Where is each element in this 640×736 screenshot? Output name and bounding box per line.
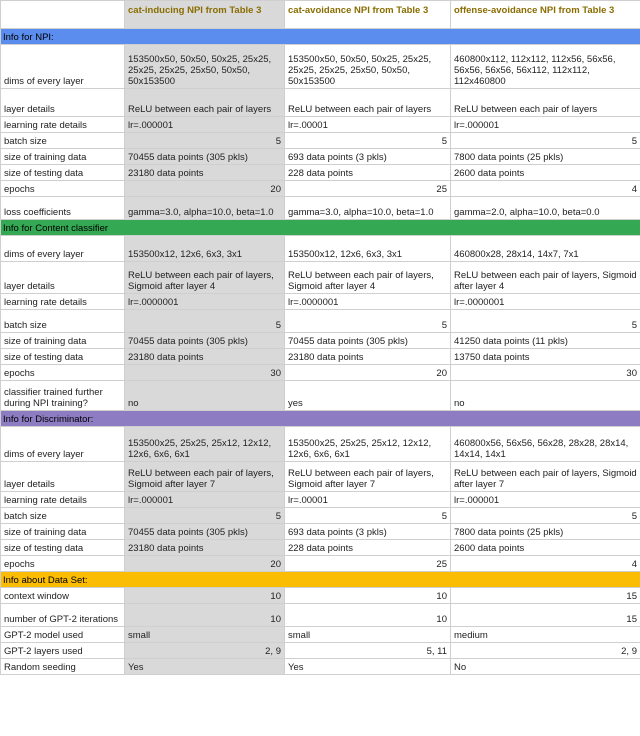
table-cell[interactable]: 10 xyxy=(125,588,285,604)
row-label[interactable]: dims of every layer xyxy=(1,45,125,89)
table-cell[interactable]: 460800x112, 112x112, 112x56, 56x56, 56x56, 56x56, 56x112, 112x112, 112x460800 xyxy=(451,45,640,89)
table-cell[interactable]: 15 xyxy=(451,588,640,604)
table-row xyxy=(1,45,640,89)
table-cell[interactable]: 153500x50, 50x50, 50x25, 25x25, 25x25, 25x25, 25x50, 50x50, 50x153500 xyxy=(125,45,285,89)
table-cell[interactable]: ReLU between each pair of layers, Sigmoid after layer 7 xyxy=(285,462,451,492)
row-label[interactable]: classifier trained further during NPI training? xyxy=(1,381,125,411)
table-cell[interactable]: 2600 data points xyxy=(451,540,640,556)
table-cell[interactable]: small xyxy=(125,627,285,643)
table-row xyxy=(1,627,640,643)
table-cell[interactable]: yes xyxy=(285,381,451,411)
table-row xyxy=(1,165,640,181)
table-cell[interactable]: 228 data points xyxy=(285,165,451,181)
table-cell[interactable]: ReLU between each pair of layers, Sigmoid after layer 4 xyxy=(125,262,285,294)
table-cell[interactable]: 20 xyxy=(125,181,285,197)
table-cell[interactable]: 15 xyxy=(451,604,640,627)
table-cell[interactable]: 153500x12, 12x6, 6x3, 3x1 xyxy=(125,236,285,262)
table-row xyxy=(1,381,640,411)
row-label[interactable]: epochs xyxy=(1,365,125,381)
table-cell[interactable]: lr=.000001 xyxy=(125,492,285,508)
row-label[interactable]: GPT-2 layers used xyxy=(1,643,125,659)
table-cell[interactable]: 5 xyxy=(125,310,285,333)
table-cell[interactable]: 23180 data points xyxy=(125,349,285,365)
table-cell[interactable]: 153500x50, 50x50, 50x25, 25x25, 25x25, 25x25, 25x50, 50x50, 50x153500 xyxy=(285,45,451,89)
table-cell[interactable]: 5 xyxy=(451,133,640,149)
table-cell[interactable]: 41250 data points (11 pkls) xyxy=(451,333,640,349)
table-cell[interactable]: 5 xyxy=(451,508,640,524)
row-label[interactable]: epochs xyxy=(1,181,125,197)
section-header-row xyxy=(1,572,640,588)
table-cell[interactable]: 70455 data points (305 pkls) xyxy=(125,149,285,165)
table-row xyxy=(1,236,640,262)
section-header-row xyxy=(1,29,640,45)
table-cell[interactable]: 30 xyxy=(451,365,640,381)
row-label[interactable]: Random seeding xyxy=(1,659,125,675)
header-cell-empty[interactable] xyxy=(1,1,125,29)
table-cell[interactable]: Yes xyxy=(285,659,451,675)
table-cell[interactable]: gamma=3.0, alpha=10.0, beta=1.0 xyxy=(125,197,285,220)
table-cell[interactable]: Yes xyxy=(125,659,285,675)
table-row xyxy=(1,659,640,675)
table-cell[interactable]: 153500x12, 12x6, 6x3, 3x1 xyxy=(285,236,451,262)
table-cell[interactable]: lr=.00001 xyxy=(285,117,451,133)
table-cell[interactable]: 7800 data points (25 pkls) xyxy=(451,524,640,540)
table-cell[interactable]: 5 xyxy=(125,133,285,149)
table-cell[interactable]: 4 xyxy=(451,181,640,197)
table-cell[interactable]: 5 xyxy=(285,310,451,333)
table-row xyxy=(1,365,640,381)
table-cell[interactable]: no xyxy=(125,381,285,411)
row-label[interactable]: GPT-2 model used xyxy=(1,627,125,643)
table-cell[interactable]: 460800x56, 56x56, 56x28, 28x28, 28x14, 14x14, 14x1 xyxy=(451,427,640,462)
table-cell[interactable]: ReLU between each pair of layers, Sigmoid after layer 4 xyxy=(451,262,640,294)
table-row xyxy=(1,294,640,310)
table-cell[interactable]: 20 xyxy=(285,365,451,381)
table-row xyxy=(1,427,640,462)
table-cell[interactable]: 70455 data points (305 pkls) xyxy=(285,333,451,349)
table-cell[interactable]: 10 xyxy=(285,604,451,627)
table-cell[interactable]: 693 data points (3 pkls) xyxy=(285,524,451,540)
table-cell[interactable]: 2, 9 xyxy=(125,643,285,659)
section-header-row xyxy=(1,411,640,427)
table-cell[interactable]: 228 data points xyxy=(285,540,451,556)
table-cell[interactable]: 23180 data points xyxy=(125,165,285,181)
header-row xyxy=(1,1,640,29)
table-cell[interactable]: 153500x25, 25x25, 25x12, 12x12, 12x6, 6x6, 6x1 xyxy=(285,427,451,462)
table-cell[interactable]: lr=.000001 xyxy=(451,492,640,508)
header-cell-cat-inducing[interactable]: cat-inducing NPI from Table 3 xyxy=(125,1,285,29)
row-label[interactable]: learning rate details xyxy=(1,294,125,310)
table-cell[interactable]: gamma=2.0, alpha=10.0, beta=0.0 xyxy=(451,197,640,220)
table-row xyxy=(1,604,640,627)
table-cell[interactable]: medium xyxy=(451,627,640,643)
row-label[interactable]: learning rate details xyxy=(1,117,125,133)
table-row xyxy=(1,462,640,492)
table-row xyxy=(1,197,640,220)
table-cell[interactable]: 693 data points (3 pkls) xyxy=(285,149,451,165)
table-cell[interactable]: 70455 data points (305 pkls) xyxy=(125,333,285,349)
table-cell[interactable]: lr=.000001 xyxy=(451,117,640,133)
row-label[interactable]: size of training data xyxy=(1,524,125,540)
table-cell[interactable]: 23180 data points xyxy=(285,349,451,365)
table-row xyxy=(1,333,640,349)
table-row xyxy=(1,508,640,524)
table-cell[interactable]: ReLU between each pair of layers xyxy=(451,89,640,117)
row-label[interactable]: size of testing data xyxy=(1,349,125,365)
row-label[interactable]: loss coefficients xyxy=(1,197,125,220)
table-cell[interactable]: small xyxy=(285,627,451,643)
table-row xyxy=(1,117,640,133)
table-row xyxy=(1,181,640,197)
row-label[interactable]: layer details xyxy=(1,89,125,117)
table-cell[interactable]: 25 xyxy=(285,556,451,572)
row-label[interactable]: context window xyxy=(1,588,125,604)
table-row xyxy=(1,556,640,572)
table-cell[interactable]: no xyxy=(451,381,640,411)
table-cell[interactable]: 20 xyxy=(125,556,285,572)
table-row xyxy=(1,149,640,165)
table-cell[interactable]: 10 xyxy=(285,588,451,604)
table-cell[interactable]: lr=.0000001 xyxy=(285,294,451,310)
table-cell[interactable]: 13750 data points xyxy=(451,349,640,365)
table-row xyxy=(1,89,640,117)
table-cell[interactable]: 7800 data points (25 pkls) xyxy=(451,149,640,165)
table-cell[interactable]: 153500x25, 25x25, 25x12, 12x12, 12x6, 6x6, 6x1 xyxy=(125,427,285,462)
table-cell[interactable]: ReLU between each pair of layers xyxy=(125,89,285,117)
row-label[interactable]: layer details xyxy=(1,462,125,492)
table-row xyxy=(1,133,640,149)
table-cell[interactable]: ReLU between each pair of layers, Sigmoid after layer 7 xyxy=(125,462,285,492)
table-cell[interactable]: 5 xyxy=(125,508,285,524)
table-cell[interactable]: No xyxy=(451,659,640,675)
table-row xyxy=(1,349,640,365)
table-cell[interactable]: 30 xyxy=(125,365,285,381)
row-label[interactable]: dims of every layer xyxy=(1,236,125,262)
table-row xyxy=(1,540,640,556)
table-cell[interactable]: 5 xyxy=(285,133,451,149)
table-cell[interactable]: 4 xyxy=(451,556,640,572)
row-label[interactable]: batch size xyxy=(1,310,125,333)
row-label[interactable]: batch size xyxy=(1,133,125,149)
table-row xyxy=(1,492,640,508)
row-label[interactable]: number of GPT-2 iterations xyxy=(1,604,125,627)
row-label[interactable]: learning rate details xyxy=(1,492,125,508)
row-label[interactable]: size of training data xyxy=(1,149,125,165)
table-cell[interactable]: 5 xyxy=(451,310,640,333)
table-cell[interactable]: 5 xyxy=(285,508,451,524)
table-cell[interactable]: 5, 11 xyxy=(285,643,451,659)
section-title[interactable]: Info for Discriminator: xyxy=(1,411,640,427)
row-label[interactable]: batch size xyxy=(1,508,125,524)
row-label[interactable]: size of testing data xyxy=(1,165,125,181)
row-label[interactable]: size of testing data xyxy=(1,540,125,556)
table-row xyxy=(1,310,640,333)
table-cell[interactable]: gamma=3.0, alpha=10.0, beta=1.0 xyxy=(285,197,451,220)
table-cell[interactable]: 2, 9 xyxy=(451,643,640,659)
table-cell[interactable]: ReLU between each pair of layers, Sigmoid after layer 7 xyxy=(451,462,640,492)
table-cell[interactable]: ReLU between each pair of layers xyxy=(285,89,451,117)
table-cell[interactable]: 23180 data points xyxy=(125,540,285,556)
table-cell[interactable]: lr=.000001 xyxy=(125,117,285,133)
section-title[interactable]: Info for Content classifier xyxy=(1,220,640,236)
section-header-row xyxy=(1,220,640,236)
table-cell[interactable]: 10 xyxy=(125,604,285,627)
table-row xyxy=(1,524,640,540)
table-row xyxy=(1,588,640,604)
header-cell-offense-avoidance[interactable]: offense-avoidance NPI from Table 3 xyxy=(451,1,640,29)
table-body xyxy=(1,1,640,675)
section-title[interactable]: Info about Data Set: xyxy=(1,572,640,588)
table-cell[interactable]: lr=.0000001 xyxy=(451,294,640,310)
table-row xyxy=(1,262,640,294)
row-label[interactable]: epochs xyxy=(1,556,125,572)
table-cell[interactable]: ReLU between each pair of layers, Sigmoid after layer 4 xyxy=(285,262,451,294)
table-row xyxy=(1,643,640,659)
table-cell[interactable]: lr=.00001 xyxy=(285,492,451,508)
table-cell[interactable]: 25 xyxy=(285,181,451,197)
table-cell[interactable]: 70455 data points (305 pkls) xyxy=(125,524,285,540)
section-title[interactable]: Info for NPI: xyxy=(1,29,640,45)
table-cell[interactable]: 460800x28, 28x14, 14x7, 7x1 xyxy=(451,236,640,262)
row-label[interactable]: size of training data xyxy=(1,333,125,349)
table-cell[interactable]: lr=.0000001 xyxy=(125,294,285,310)
table-cell[interactable]: 2600 data points xyxy=(451,165,640,181)
row-label[interactable]: layer details xyxy=(1,262,125,294)
header-cell-cat-avoidance[interactable]: cat-avoidance NPI from Table 3 xyxy=(285,1,451,29)
row-label[interactable]: dims of every layer xyxy=(1,427,125,462)
